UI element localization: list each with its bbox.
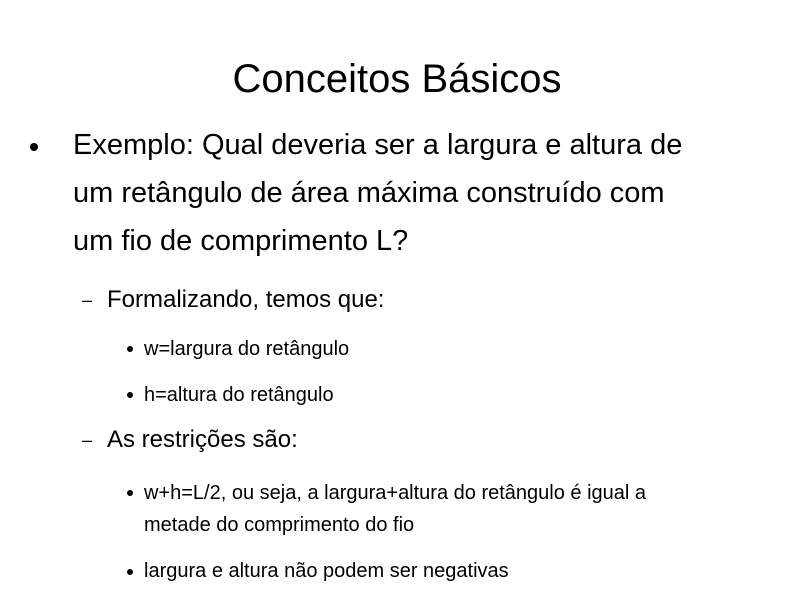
- constraint-item-1-line-2: metade do comprimento do fio: [144, 514, 415, 536]
- constraint-item-2: largura e altura não podem ser negativas: [144, 560, 509, 582]
- bullet-dot-icon: [127, 346, 133, 352]
- dash-bullet-icon: –: [82, 430, 93, 450]
- constraint-item-1-line-1: w+h=L/2, ou seja, a largura+altura do retângulo é igual a: [144, 482, 647, 504]
- constraints-label: As restrições são:: [107, 426, 298, 453]
- bullet-dot-icon: [30, 143, 38, 151]
- bullet-dot-icon: [127, 490, 133, 496]
- example-line-1: Exemplo: Qual deveria ser a largura e altura de: [73, 129, 683, 161]
- dash-bullet-icon: –: [82, 290, 93, 310]
- bullet-dot-icon: [127, 392, 133, 398]
- example-line-2: um retângulo de área máxima construído com: [73, 177, 665, 209]
- slide-title: Conceitos Básicos: [232, 57, 562, 101]
- formalizing-item-width: w=largura do retângulo: [144, 338, 350, 360]
- example-line-3: um fio de comprimento L?: [73, 225, 409, 257]
- formalizing-item-height: h=altura do retângulo: [144, 384, 334, 406]
- bullet-dot-icon: [127, 569, 133, 575]
- formalizing-label: Formalizando, temos que:: [107, 286, 385, 313]
